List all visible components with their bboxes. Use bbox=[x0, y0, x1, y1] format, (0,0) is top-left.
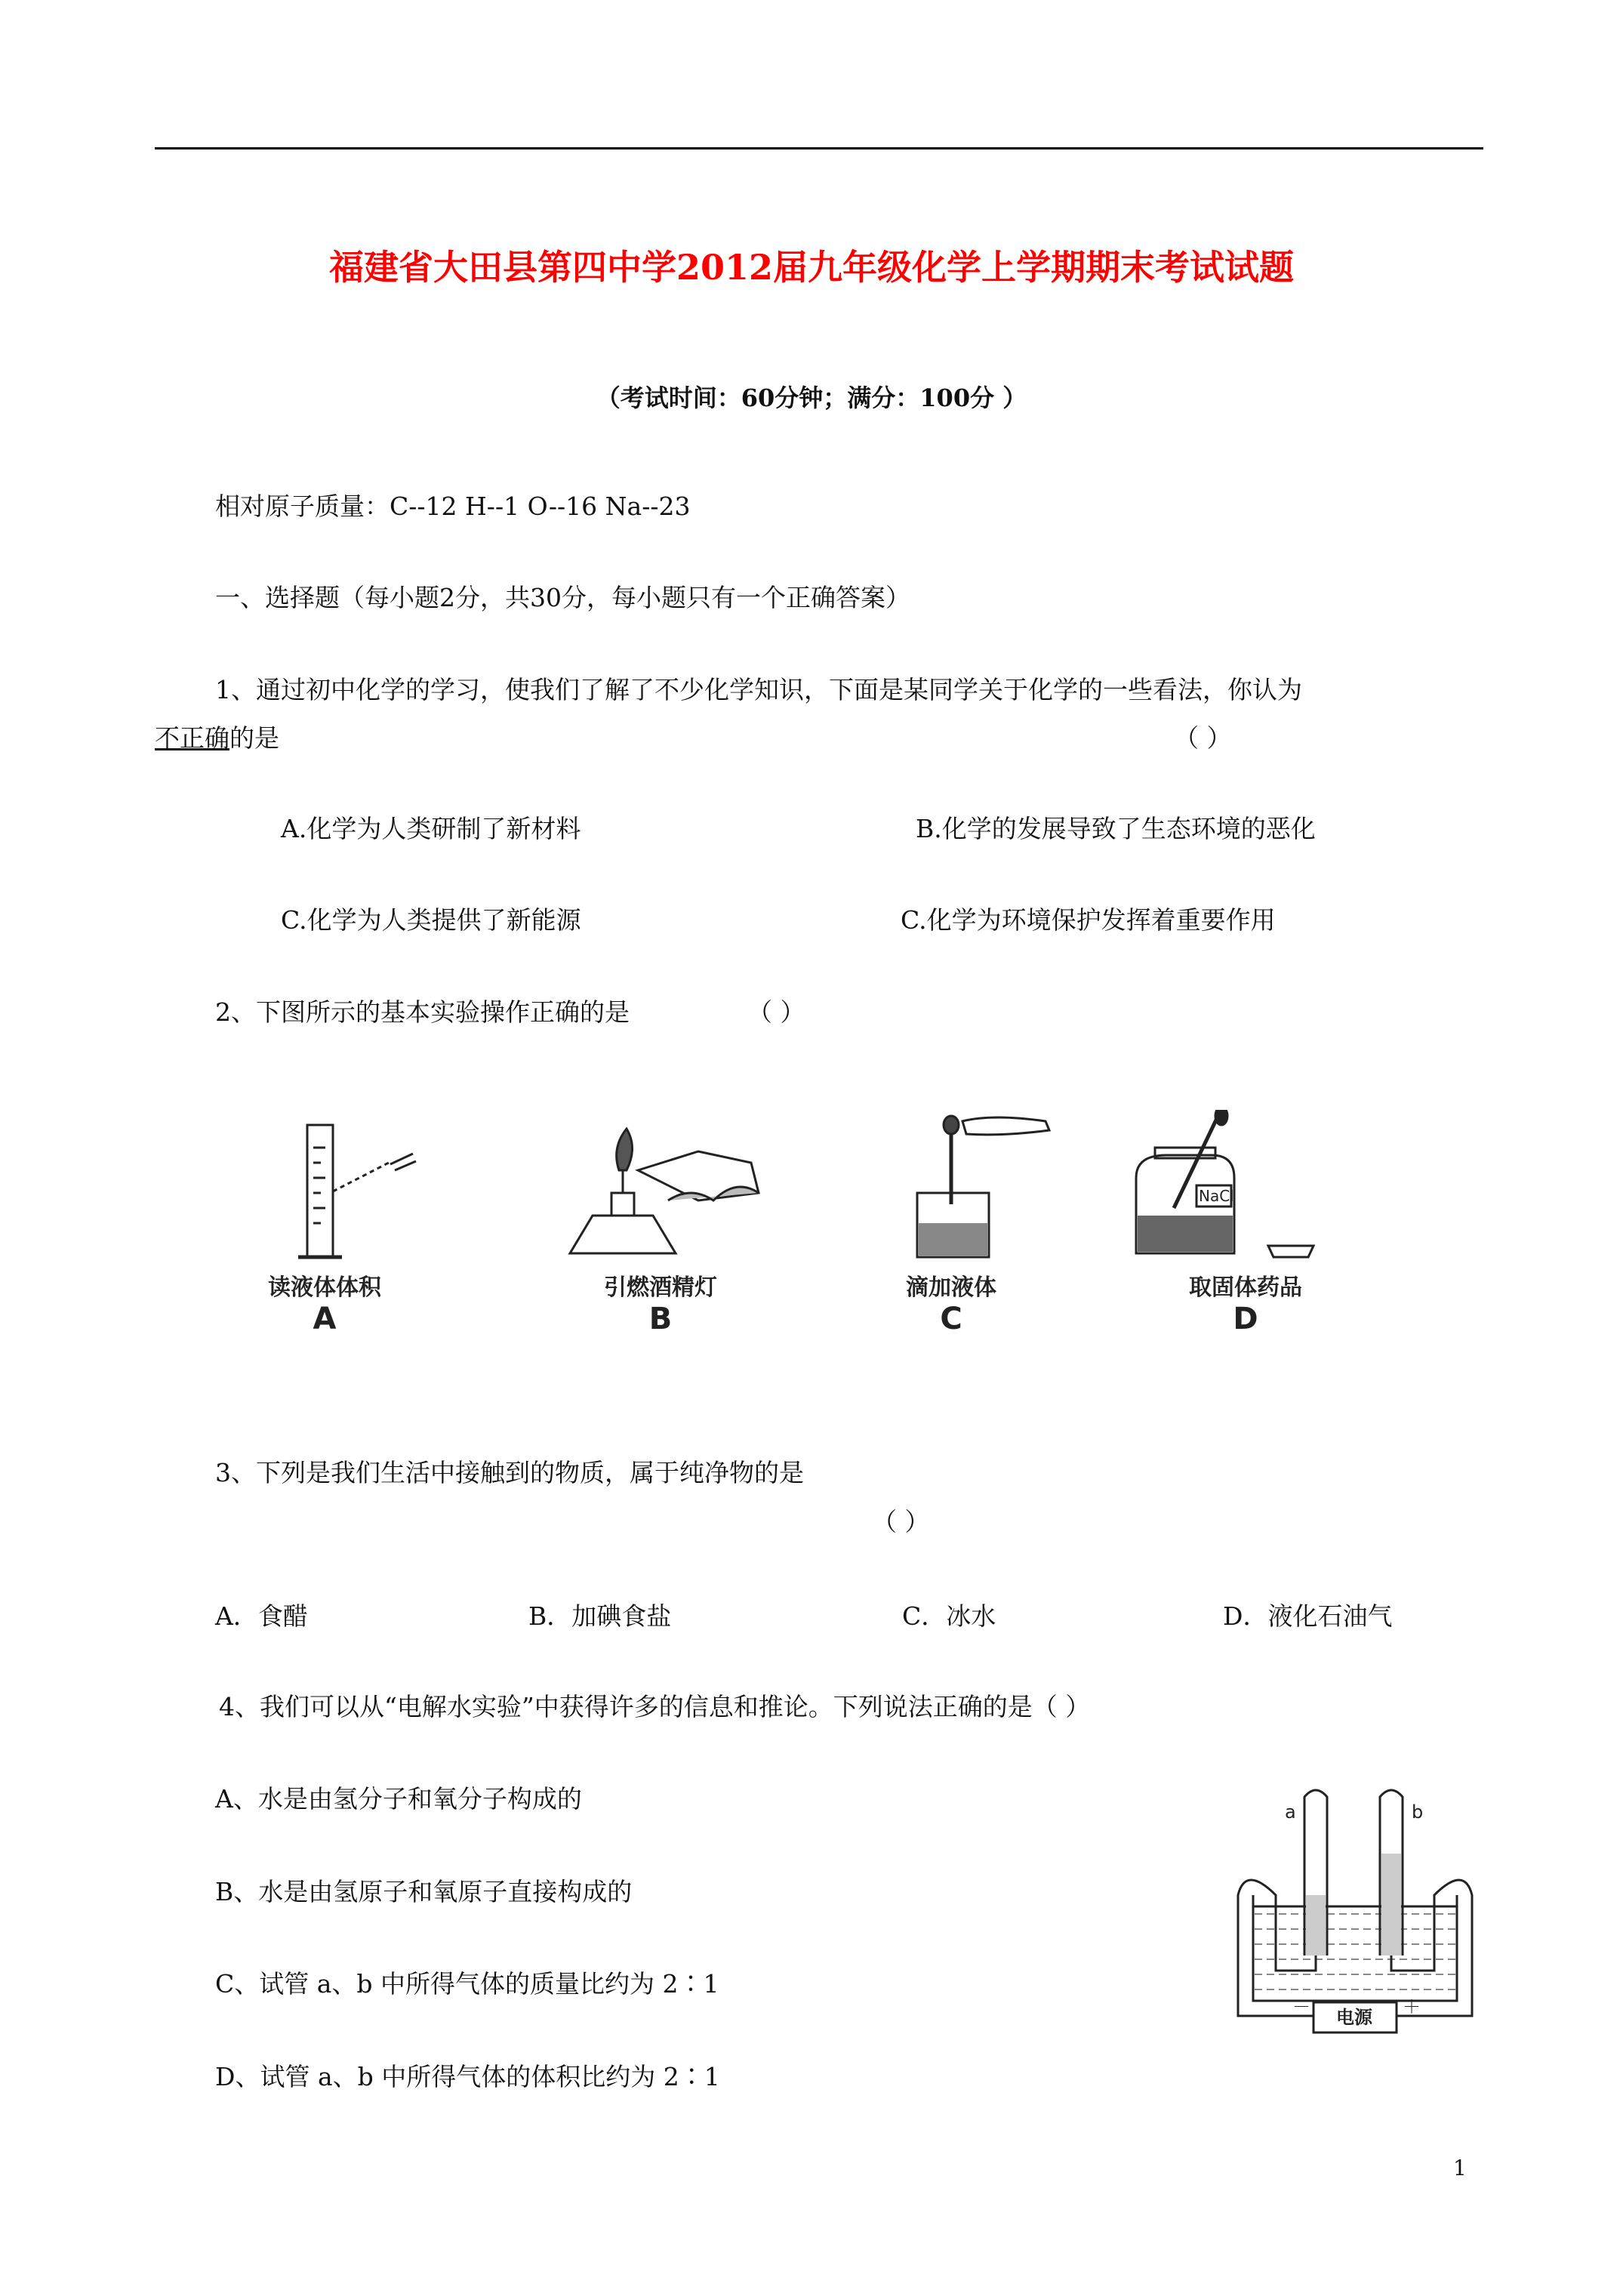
q4-option-b: B、水是由氢原子和氧原子直接构成的 bbox=[215, 1877, 633, 1906]
figure-c-letter: C bbox=[940, 1302, 962, 1336]
figure-d-caption: 取固体药品 bbox=[1189, 1274, 1302, 1301]
q1-stem: 1、通过初中化学的学习，使我们了解了不少化学知识，下面是某同学关于化学的一些看法，你认为 bbox=[215, 675, 1302, 704]
q1-option-d: C.化学为环境保护发挥着重要作用 bbox=[901, 905, 1276, 935]
header-rule bbox=[155, 147, 1483, 149]
q3-option-c: C．冰水 bbox=[902, 1601, 996, 1631]
q4-stem: 4、我们可以从“电解水实验”中获得许多的信息和推论。下列说法正确的是（ ） bbox=[219, 1692, 1091, 1721]
electrolysis-apparatus-figure bbox=[1230, 1782, 1487, 2054]
q4-option-d: D、试管 a、b 中所得气体的体积比约为 2∶1 bbox=[215, 2062, 720, 2091]
minus-terminal-label: － bbox=[1292, 1996, 1310, 2017]
section-heading: 一、选择题（每小题2分，共30分，每小题只有一个正确答案） bbox=[215, 583, 910, 612]
page-number: 1 bbox=[1453, 2156, 1467, 2180]
q3-answer-blank: （ ） bbox=[872, 1507, 930, 1536]
figure-d-reagent-bottle bbox=[1136, 1110, 1313, 1257]
figure-b-caption: 引燃酒精灯 bbox=[604, 1274, 717, 1301]
q3-option-d: D．液化石油气 bbox=[1223, 1601, 1393, 1631]
exam-info: （考试时间：60分钟；满分：100分 ） bbox=[596, 384, 1027, 412]
q3-option-b: B．加碘食盐 bbox=[528, 1601, 672, 1631]
q1-stem-rest: 的是 bbox=[229, 723, 279, 753]
figure-a-letter: A bbox=[313, 1302, 337, 1336]
figure-c-dropper bbox=[917, 1116, 1049, 1257]
q4-option-c: C、试管 a、b 中所得气体的质量比约为 2∶1 bbox=[215, 1969, 719, 1999]
figure-d-letter: D bbox=[1233, 1302, 1258, 1336]
q3-option-a: A．食醋 bbox=[215, 1601, 308, 1631]
q4-option-a: A、水是由氢分子和氧分子构成的 bbox=[215, 1784, 582, 1814]
figure-b-letter: B bbox=[648, 1302, 673, 1336]
tube-b-label: b bbox=[1412, 1801, 1424, 1823]
q2-stem: 2、下图所示的基本实验操作正确的是 bbox=[215, 997, 630, 1027]
figure-a-cylinder bbox=[298, 1125, 416, 1257]
q3-stem: 3、下列是我们生活中接触到的物质，属于纯净物的是 bbox=[215, 1458, 804, 1487]
tube-a-label: a bbox=[1285, 1801, 1296, 1823]
figure-a-caption: 读液体体积 bbox=[268, 1274, 381, 1301]
q1-stem-line2 bbox=[155, 719, 279, 754]
figure-c-caption: 滴加液体 bbox=[906, 1274, 996, 1301]
bottle-label: NaCl bbox=[1199, 1187, 1234, 1205]
lab-operations-figure bbox=[215, 1110, 1378, 1336]
q1-option-b: B.化学的发展导致了生态环境的恶化 bbox=[916, 814, 1316, 843]
power-source-label: 电源 bbox=[1336, 2007, 1372, 2028]
q1-option-a: A.化学为人类研制了新材料 bbox=[281, 814, 581, 843]
q2-answer-blank: （ ） bbox=[747, 997, 805, 1027]
atomic-masses: 相对原子质量：C--12 H--1 O--16 Na--23 bbox=[215, 492, 691, 521]
q1-underlined-word: 不正确 bbox=[155, 723, 229, 753]
figure-b-alcohol-lamp bbox=[570, 1129, 759, 1253]
q1-answer-blank: （ ） bbox=[1174, 723, 1232, 753]
plus-terminal-label: ＋ bbox=[1403, 1996, 1421, 2017]
exam-title: 福建省大田县第四中学2012届九年级化学上学期期末考试试题 bbox=[328, 247, 1295, 288]
q1-option-c: C.化学为人类提供了新能源 bbox=[281, 905, 581, 935]
